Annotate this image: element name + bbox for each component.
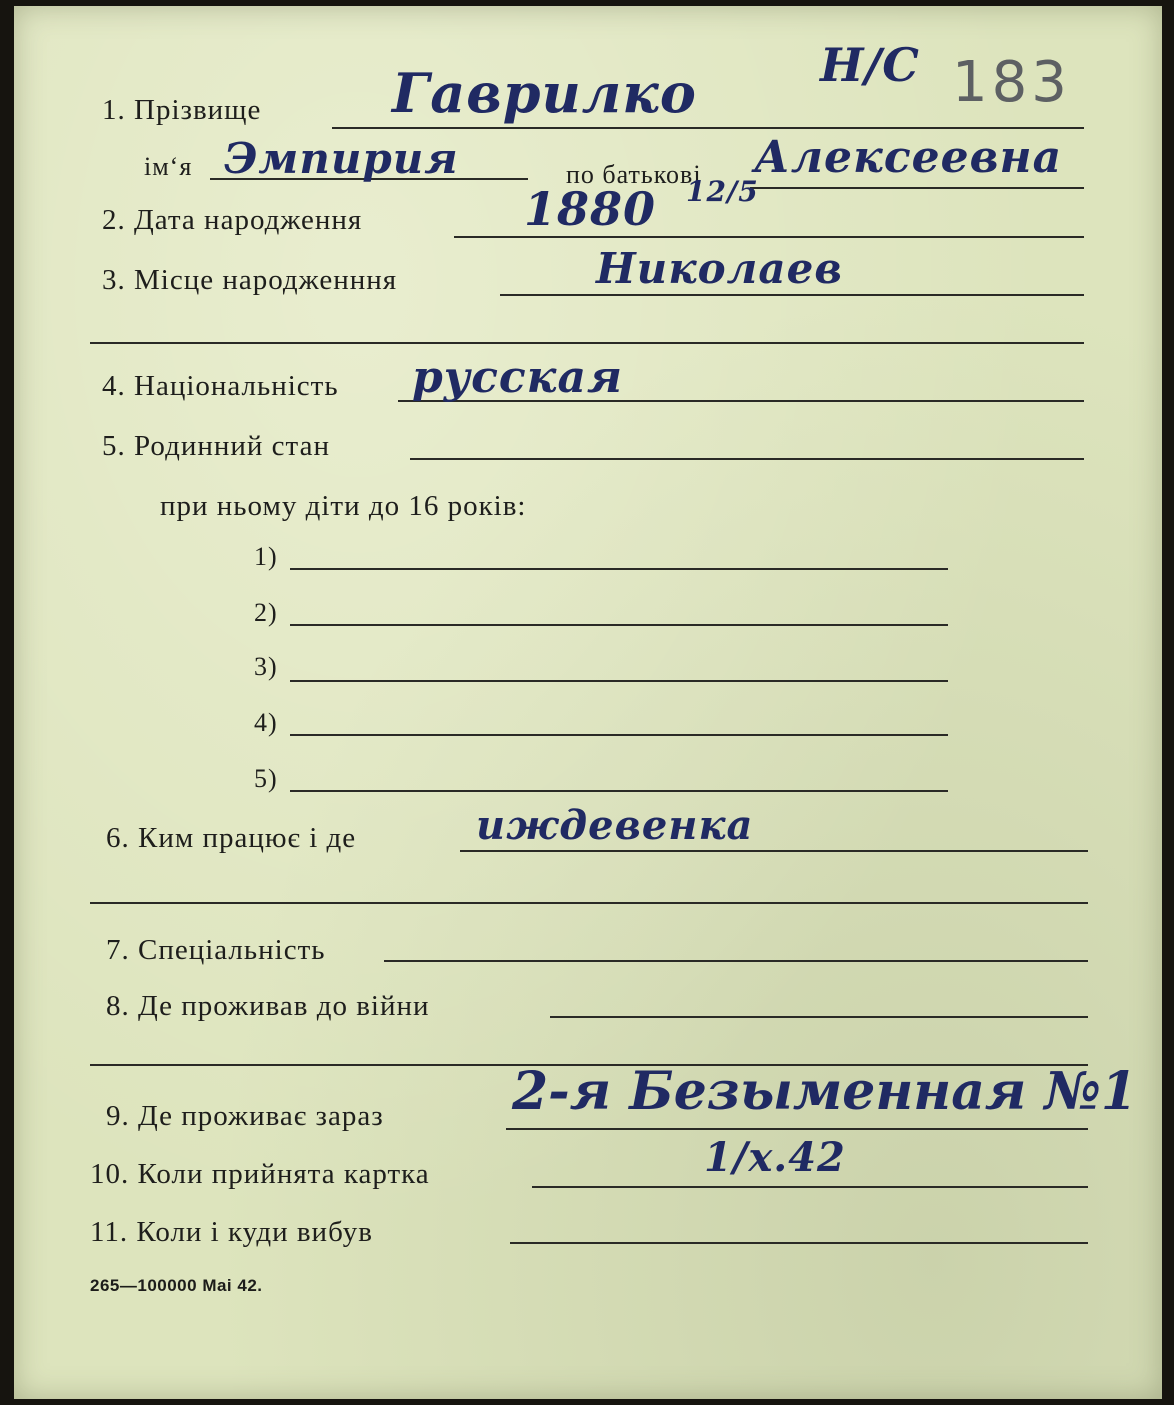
top-mark: Н/С (820, 38, 920, 92)
birth-date-line (454, 236, 1084, 238)
nationality-label: 4. Національність (102, 370, 339, 402)
birth-place-value: Николаев (596, 244, 843, 293)
name-value: Эмпирия (224, 134, 459, 183)
prewar-label: 8. Де проживав до війни (106, 990, 430, 1022)
patronymic-line (750, 187, 1084, 189)
family-line (410, 458, 1084, 460)
child-3-label: 3) (254, 652, 278, 681)
child-4-label: 4) (254, 708, 278, 737)
current-label: 9. Де проживає зараз (106, 1100, 384, 1132)
child-2-line (290, 624, 948, 626)
accepted-value: 1/x.42 (704, 1134, 846, 1181)
specialty-line (384, 960, 1088, 962)
child-1-label: 1) (254, 542, 278, 571)
prewar-line (550, 1016, 1088, 1018)
child-5-line (290, 790, 948, 792)
work-line-2 (90, 902, 1088, 904)
departed-label: 11. Коли і куди вибув (90, 1216, 373, 1248)
birth-date-value: 1880 (524, 182, 657, 236)
accepted-label: 10. Коли прийнята картка (90, 1158, 430, 1190)
specialty-label: 7. Спеціальність (106, 934, 326, 966)
surname-value: Гаврилко (392, 61, 697, 125)
work-label: 6. Ким працює і де (106, 822, 357, 854)
current-value: 2-я Безыменная №1 (512, 1061, 1138, 1122)
nationality-value: русская (412, 352, 623, 403)
name-label: ім‘я (144, 152, 193, 181)
child-2-label: 2) (254, 598, 278, 627)
child-3-line (290, 680, 948, 682)
child-1-line (290, 568, 948, 570)
surname-line (332, 127, 1084, 129)
accepted-line (532, 1186, 1088, 1188)
patronymic-value: Алексеевна (754, 132, 1063, 183)
registration-card (14, 6, 1162, 1399)
print-code: 265—100000 Mai 42. (90, 1276, 263, 1295)
family-label: 5. Родинний стан (102, 430, 330, 462)
child-5-label: 5) (254, 764, 278, 793)
current-line (506, 1128, 1088, 1130)
birth-place-line (500, 294, 1084, 296)
child-4-line (290, 734, 948, 736)
departed-line (510, 1242, 1088, 1244)
file-number: 183 (952, 50, 1071, 115)
birth-date-label: 2. Дата народження (102, 204, 363, 236)
work-line (460, 850, 1088, 852)
patronymic-label: по батькові (566, 160, 702, 189)
work-value: иждевенка (476, 802, 754, 849)
birth-date-note: 12/5 (686, 175, 759, 208)
surname-label: 1. Прізвище (102, 94, 262, 126)
birth-place-label: 3. Місце народженння (102, 264, 398, 296)
birth-place-line-2 (90, 342, 1084, 344)
children-label: при ньому діти до 16 років: (160, 490, 527, 522)
